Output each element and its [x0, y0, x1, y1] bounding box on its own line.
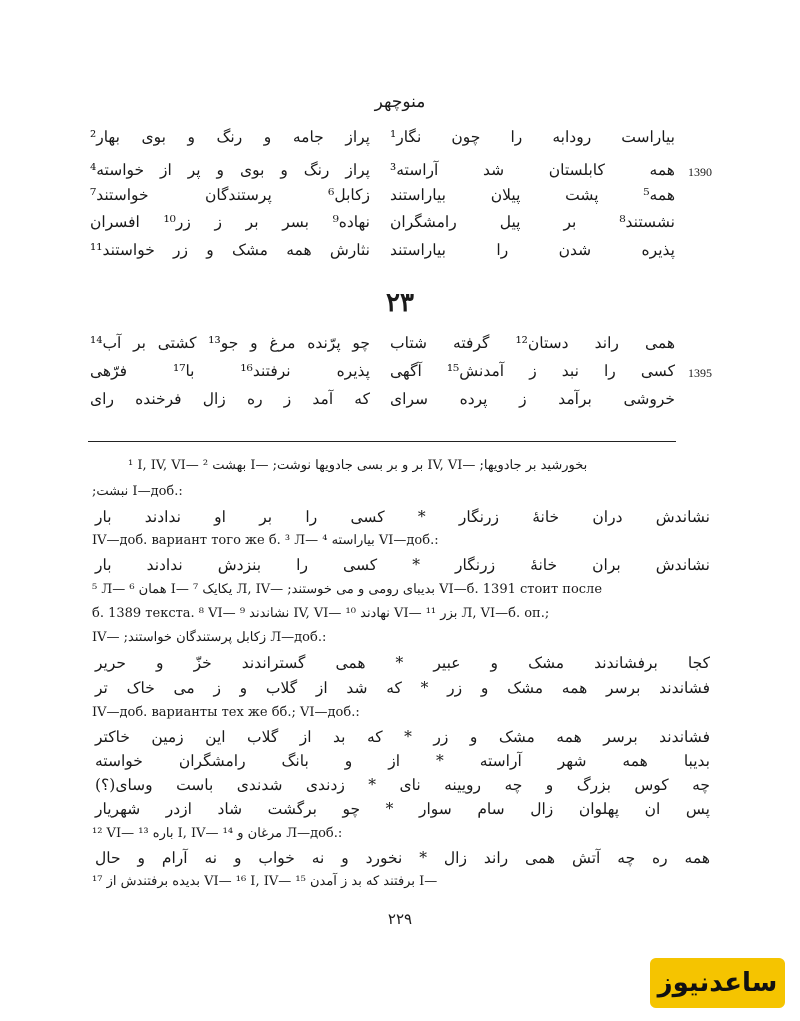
footnote-line: б. 1389 текста. ⁸ VI— نشاندند ⁹ IV, VI— نهادند ¹⁰ VI— بزر ¹¹ Л, VI—б. оп.; [92, 606, 550, 621]
watermark-text: ساعدنیوز [657, 968, 778, 998]
verse-left: که آمد ز ره زال فرخنده رای [90, 390, 370, 408]
footnote-verse: همه ره چه آتش همی راند زال * نخورد و نه خواب و نه آرام و حال [95, 849, 710, 867]
footnote-line: IV—доб. вариант того же б. ³ Л— بیاراسته ⁴ VI—доб.: [92, 533, 439, 548]
footnote-verse: فشاندند برسر همه مشک و زر * که بد از گلاب این زمین خاکتر [95, 728, 710, 746]
footnote-verse: نشاندش بران خانهٔ زرنگار * کسی را بنزدش ندادند بار [95, 556, 710, 574]
page-number: ۲۲۹ [387, 910, 413, 928]
verse-left: چو پرّنده مرغ و جو¹³ کشتی بر آب¹⁴ [90, 334, 370, 352]
verse-left: زکابل⁶ پرستندگان خواستند⁷ [90, 186, 370, 204]
footnote-verse: بدیبا همه شهر آراسته * از و بانگ رامشگران خواسته [95, 752, 710, 770]
footnote-line: IV—доб. варианты тех же бб.; VI—доб.: [92, 705, 360, 720]
footnote-verse: چه کوس بزرگ و چه رویینه نای * زدندی شدندی باست وسای(؟) [95, 776, 710, 794]
verse-right: کسی را نبد ز آمدنش¹⁵ آگهی [390, 362, 675, 380]
verse-right: همه کابلستان شد آراسته³ [390, 161, 675, 179]
footnote-line: ¹ I, IV, VI— بهشت ² I— ;بر و بر بسی جادویها نوشت IV, VI— ;بخورشید بر جادویها [128, 458, 588, 473]
page-title: منوچهر [374, 92, 426, 112]
verse-right: همی راند دستان¹² گرفته شتاب [390, 334, 675, 352]
verse-left: پذیره نرفتند¹⁶ با¹⁷ فرّهی [90, 362, 370, 380]
verse-right: خروشی برآمد ز پرده سرای [390, 390, 675, 408]
line-number: 1390 [688, 165, 712, 179]
verse-left: نهاده⁹ بسر بر ز زر¹⁰ افسران [90, 213, 370, 231]
verse-left: پراز جامه و رنگ و بوی بهار² [90, 128, 370, 146]
verse-right: بیاراست رودابه را چون نگار¹ [390, 128, 675, 146]
footnote-verse: فشاندند برسر همه مشک و زر * که شد از گلاب و ز می خاک تر [95, 679, 710, 697]
verse-right: پذیره شدن را بیاراستند [390, 241, 675, 259]
footnote-divider [88, 441, 676, 442]
footnote-verse: پس ان پهلوان زال سام سوار * چو برگشت شاد ازدر شهریار [95, 800, 710, 818]
footnote-line: ;نبشت I—доб.: [92, 484, 183, 499]
footnote-line: IV— ;زکابل پرستندگان خواستند Л—доб.: [92, 630, 327, 645]
footnote-verse: کجا برفشاندند مشک و عبیر * همی گستراندند خزّ و حریر [95, 654, 710, 672]
verse-left: نثارش همه مشک و زر خواستند¹¹ [90, 241, 370, 259]
footnote-line: ¹² VI— باره ¹³ I, IV— مرغان و ¹⁴ Л—доб.: [92, 826, 343, 841]
verse-right: همه⁵ پشت پیلان بیاراستند [390, 186, 675, 204]
section-number: ۲۳ [386, 288, 414, 318]
watermark-logo [650, 958, 785, 1008]
footnote-verse: نشاندش دران خانهٔ زرنگار * کسی را بر او ندادند بار [95, 508, 710, 526]
footnote-line: ⁵ Л— همان ⁶ I— یکایک ⁷ Л, IV— ;بدیبای رومی و می خوستند VI—б. 1391 стоит после [92, 582, 603, 597]
line-number: 1395 [688, 366, 712, 380]
footnote-line: بدیده برفتندش از ¹⁷ VI— ¹⁶ I, IV— برفتند که بد ز آمدن ¹⁵ I— [92, 874, 438, 889]
verse-left: پراز رنگ و بوی و پر از خواسته⁴ [90, 161, 370, 179]
verse-right: نشستند⁸ بر پیل رامشگران [390, 213, 675, 231]
